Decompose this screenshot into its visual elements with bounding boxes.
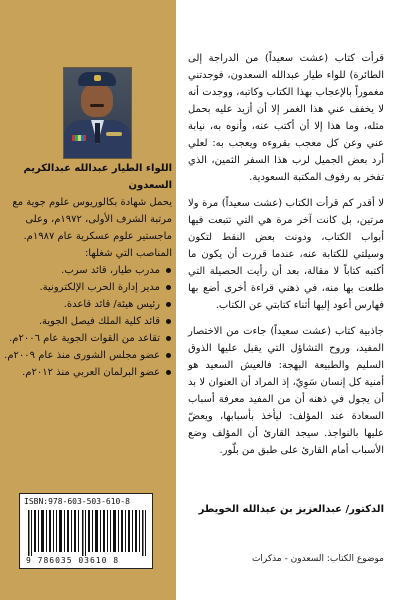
list-item: عضو البرلمان العربي منذ ٢٠١٢م. — [4, 364, 172, 381]
isbn-barcode — [19, 493, 153, 569]
review-paragraph-2: لا أقدر كم قرأت الكتاب (عشت سعيداً) مرة ولا مرتين، بل كانت آخر مرة هي التي تتبعت فيها أبواب الكتاب، ودونت بعض النقط لتكون وسيلتي للكتابة عنه، عندما قررت أن يكون ما أكتبه كتاباً لا مقالة، بعد أن رأيت الحصيلة التي طلعت بها منه، في ذهني قراءة أخرى أضع بها فهارس أعود إليها أثناء كتابتي عن الكتاب. — [188, 198, 384, 311]
positions-list — [4, 262, 172, 381]
isbn-label: ISBN:978-603-503-610-8 — [24, 497, 130, 506]
positions-title: المناصب التي شغلها: — [84, 248, 172, 259]
review-paragraph-3: جاذبية كتاب (عشت سعيداً) جاءت من الاختصار المفيد، وروح التشاؤل التي يقبل عليها الذوق السليم والطبيعة البهجة: فالعيش السعيد هو أمنية كل إنسان سَوِيّ، إذ المراد أن العنوان لا بد أن يجول في ذهنه أن من المفيد معرفة أسباب السعادة عند المؤلف: ليأخذ بأسبابها، ويعضّ عليها بالنواجذ. سيجد القارئ أن المؤلف وضع الأسباب أمام القارئ على طبق من بلّور. — [188, 326, 384, 456]
review-signature: الدكتور/ عبدالعزيز بن عبدالله الخويطر — [198, 504, 384, 515]
list-item: تقاعد من القوات الجوية عام ٢٠٠٦م. — [4, 330, 172, 347]
author-bio — [4, 160, 172, 381]
list-item: مدرب طيار، قائد سرب. — [4, 262, 172, 279]
review-text — [188, 50, 384, 468]
author-degree: يحمل شهادة بكالوريوس علوم جوية مع مرتبة الشرف الأولى، ١٩٧٢م، وعلى ماجستير علوم عسكرية عام ١٩٨٧م. — [12, 197, 172, 242]
review-paragraph-1: قرأت كتاب (عشت سعيداً) من الدراجة إلى الطائرة) للواء طيار عبدالله السعدون، فوجدتني مغموراً بالإعجاب بهذا الكتاب وكاتبه، ووجدت أنه لا يخفف عني هذا الغمر إلا أن أزيد عليه بحمل مثله، وما هذا إلا أن أكتب عنه، وأنوه به، نيابة عني وعن كل معجب بقروءه ويعجب به: لعلي أرد بعض الجميل لرب هذا السفر الثمين، الذي تفخر به رفوف المكتبة السعودية. — [188, 53, 384, 183]
book-topic: موضوع الكتاب: السعدون - مذكرات — [251, 554, 384, 564]
list-item: مدير إدارة الحرب الإلكترونية. — [4, 279, 172, 296]
list-item: عضو مجلس الشورى منذ عام ٢٠٠٩م. — [4, 347, 172, 364]
author-name: اللواء الطيار عبدالله عبدالكريم السعدون — [23, 163, 172, 191]
author-photo — [63, 67, 132, 159]
barcode-digits: 9 786035 03610 8 — [26, 556, 120, 565]
barcode-icon — [28, 510, 146, 556]
list-item: رئيس هيئة/ قائد قاعدة. — [4, 296, 172, 313]
list-item: قائد كلية الملك فيصل الجوية. — [4, 313, 172, 330]
